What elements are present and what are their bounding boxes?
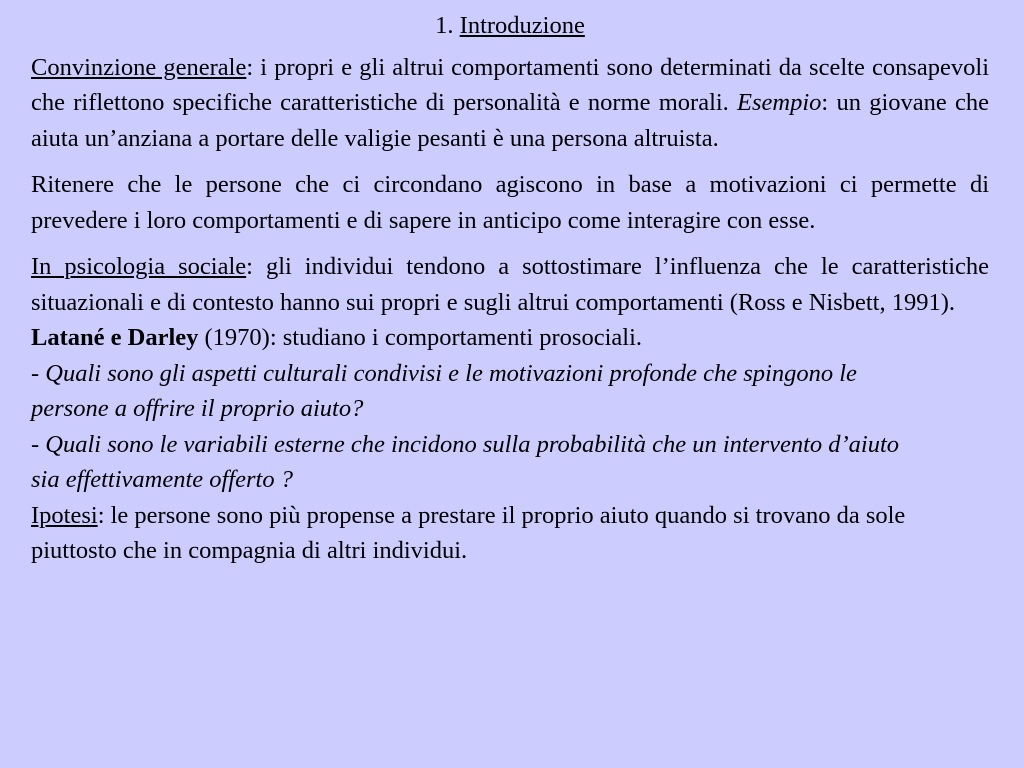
example-text: : un giovane che aiuta un’anziana a portare delle valigie pesanti è una persona altruista. (31, 89, 989, 152)
slide-title (31, 8, 989, 44)
title-number: 1. (435, 12, 454, 39)
hypothesis-term: Ipotesi (31, 501, 98, 529)
example-label: Esempio (737, 89, 822, 116)
hypothesis-text: : le persone sono più propense a prestare il proprio aiuto quando si trovano da sole piuttosto che in compagnia di altri individui. (31, 501, 906, 564)
hypothesis-line (31, 498, 989, 569)
general-belief-term: Convinzione generale (31, 53, 247, 81)
social-psychology-text: : gli individui tendono a sottostimare l’influenza che le caratteristiche situazionali e di contesto hanno sui propri e sugli altrui comportamenti (Ross e Nisbett, 1991). (31, 253, 990, 316)
latane-darley-authors: Latané e Darley (31, 324, 199, 351)
question-dash: - (31, 430, 46, 458)
slide-content (31, 8, 989, 569)
question-text: Quali sono le variabili esterne che incidono sulla probabilità che un intervento d’aiuto sia effettivamente offerto ? (31, 430, 900, 493)
latane-darley-text: (1970): studiano i comportamenti prosociali. (198, 324, 643, 351)
title-text: Introduzione (459, 12, 585, 39)
question-item (31, 427, 989, 498)
paragraph-social-psychology (31, 249, 989, 320)
social-psychology-term: In psicologia sociale (31, 253, 247, 280)
general-belief-text: : i propri e gli altrui comportamenti sono determinati da scelte consapevoli che riflettono specifiche caratteristiche di personalità e norme morali. (31, 53, 990, 116)
paragraph-motivations: Ritenere che le persone che ci circondano agiscono in base a motivazioni ci permette di prevedere i loro comportamenti e di sapere in anticipo come interagire con esse. (31, 171, 989, 234)
latane-darley-line (31, 320, 989, 356)
question-item (31, 356, 989, 427)
paragraph-general-belief (31, 50, 989, 157)
question-text: Quali sono gli aspetti culturali condivisi e le motivazioni profonde che spingono le persone a offrire il proprio aiuto? (31, 359, 857, 422)
question-dash: - (31, 359, 46, 387)
